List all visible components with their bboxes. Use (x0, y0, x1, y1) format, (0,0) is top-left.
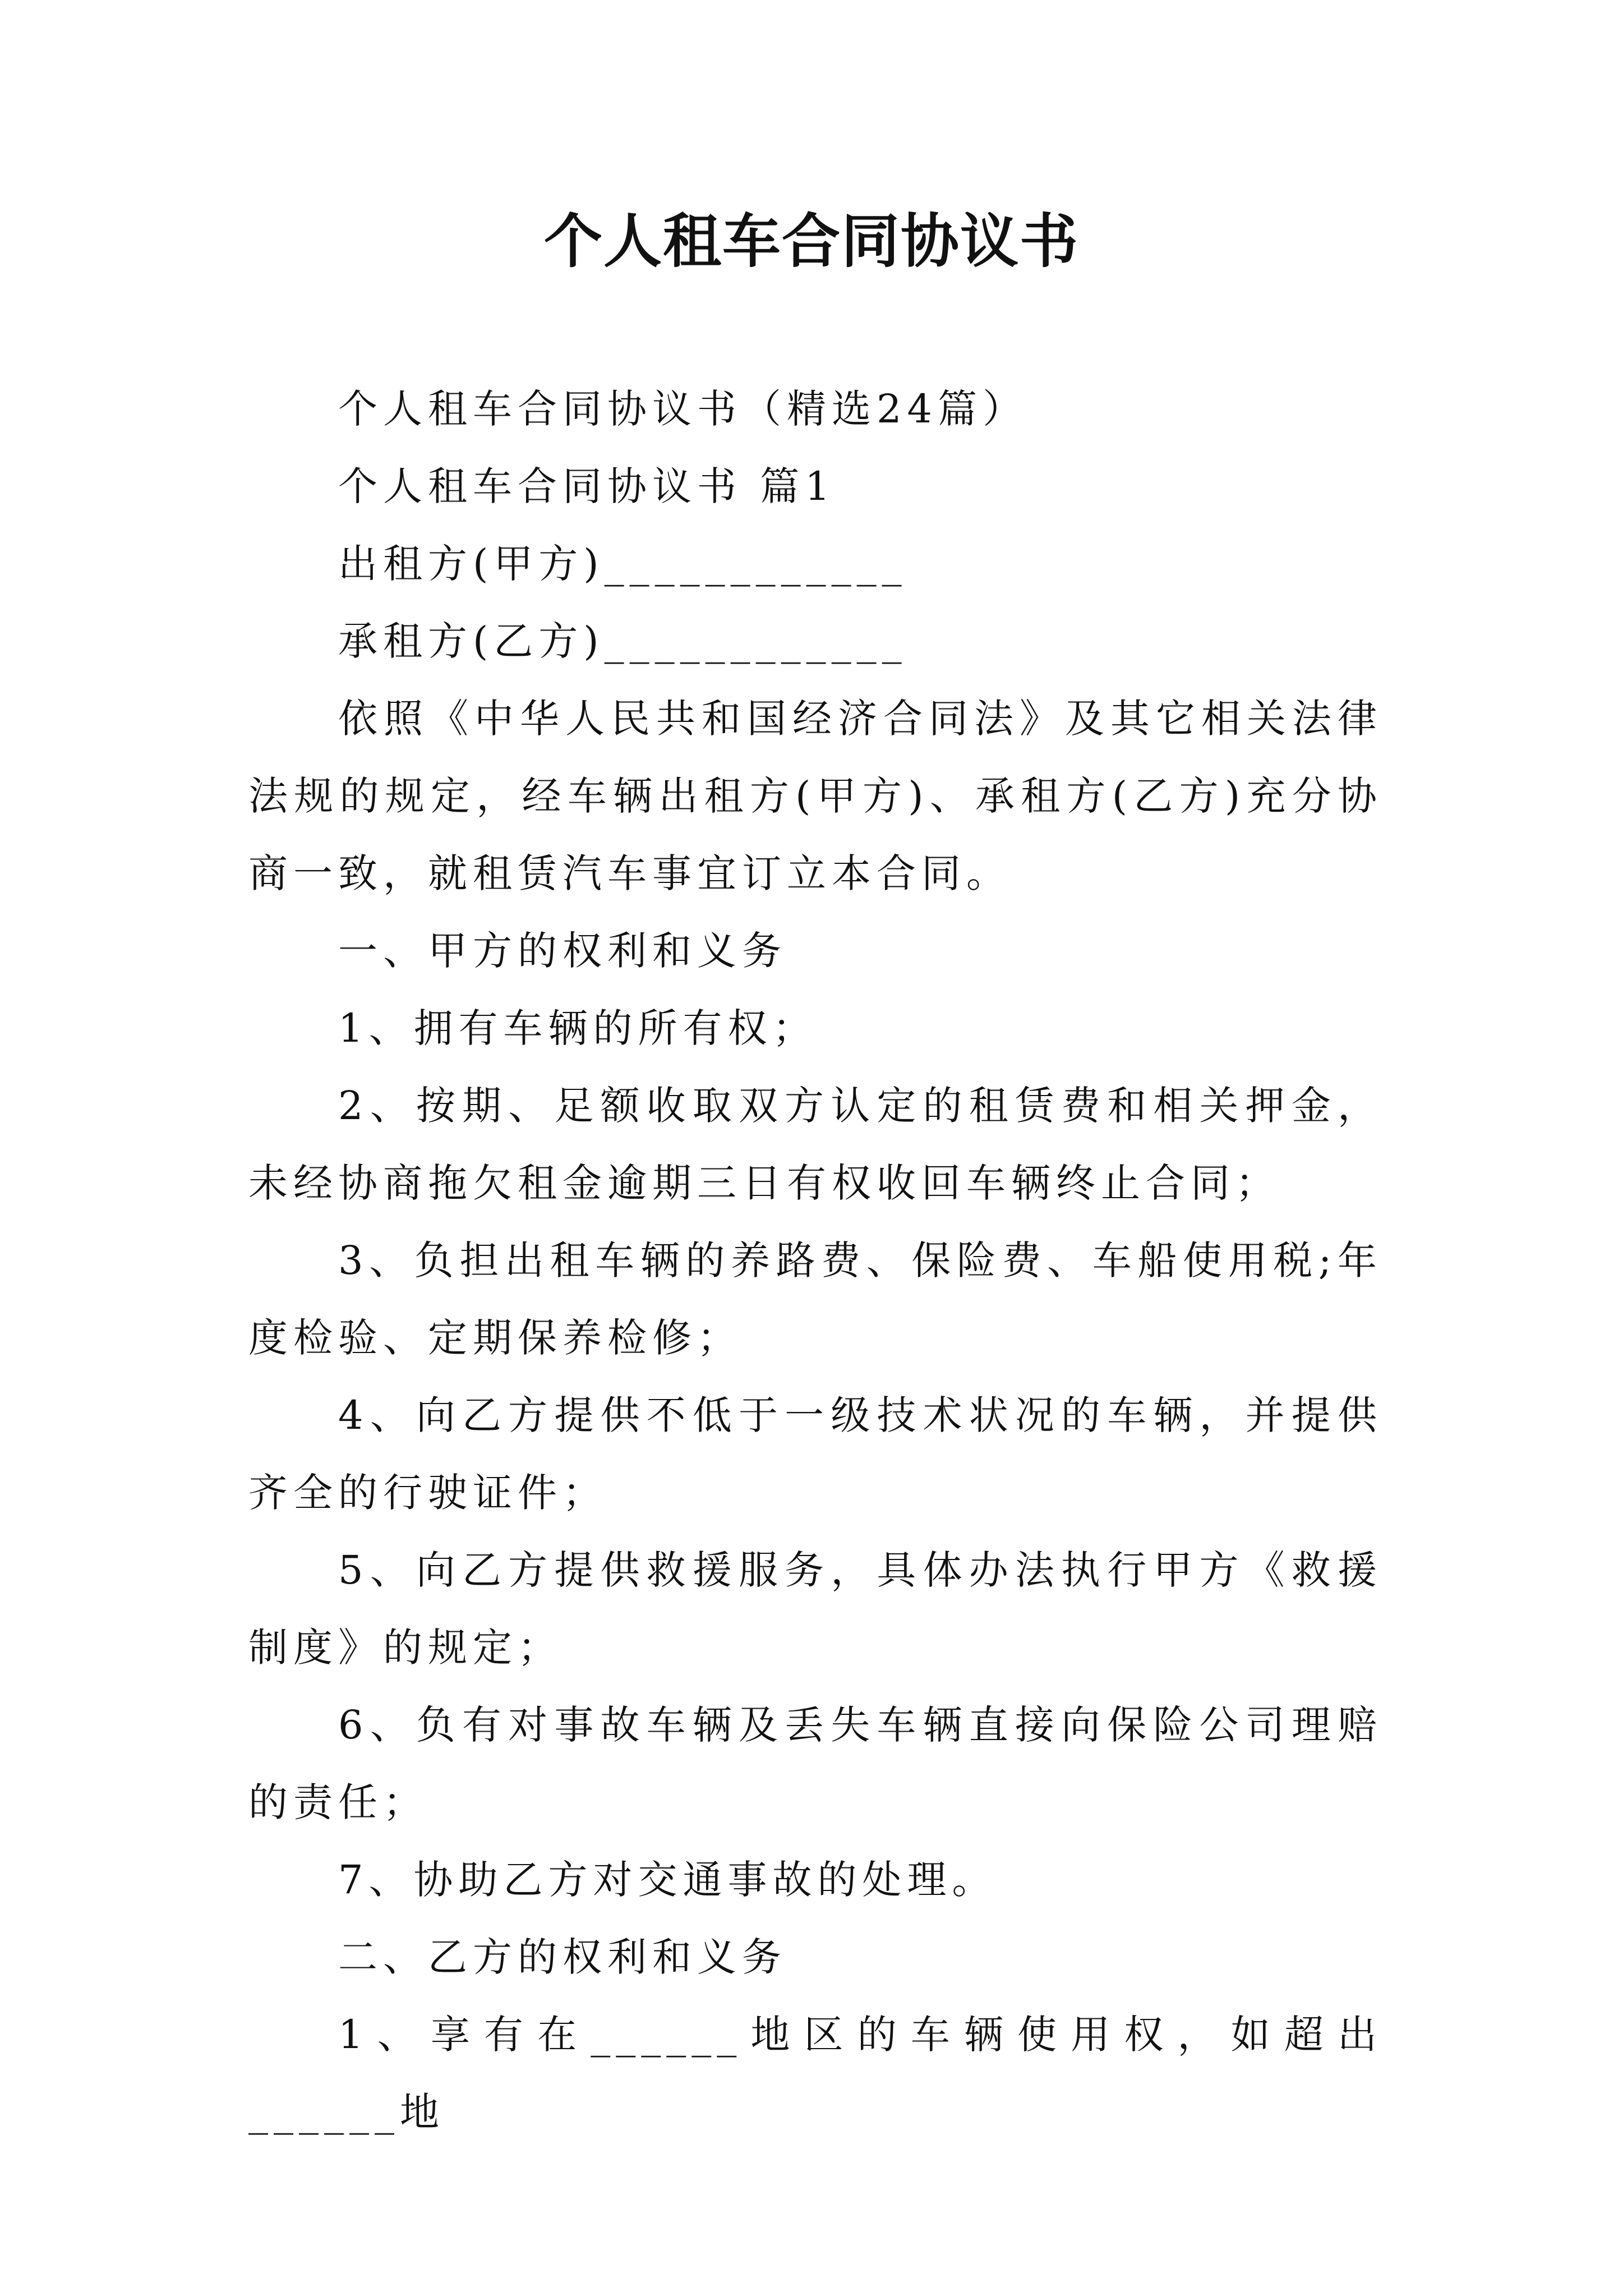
paragraph-clause-1-7: 7、协助乙方对交通事故的处理。 (338, 1857, 997, 1903)
paragraph-clause-2-1: 1、享有在______地区的车辆使用权，如超出______地 (248, 2012, 1382, 2135)
paragraph-clause-1-1: 1、拥有车辆的所有权； (338, 1005, 818, 1051)
paragraph-preamble: 依照《中华人民共和国经济合同法》及其它相关法律法规的规定，经车辆出租方(甲方)、承租方(乙方)充分协商一致，就租赁汽车事宜订立本合同。 (248, 696, 1382, 896)
paragraph-subtitle: 个人租车合同协议书（精选24篇） (338, 386, 1028, 432)
paragraph-lessee: 承租方(乙方)____________ (338, 618, 907, 664)
paragraph-section-heading: 个人租车合同协议书 篇1 (338, 463, 836, 509)
paragraph-clause-1-2: 2、按期、足额收取双方认定的租赁费和相关押金，未经协商拖欠租金逾期三日有权收回车辆终止合同； (248, 1083, 1382, 1206)
paragraph-clause-1-3: 3、负担出租车辆的养路费、保险费、车船使用税;年度检验、定期保养检修； (248, 1237, 1382, 1361)
paragraph-clause-heading-1: 一、甲方的权利和义务 (338, 928, 787, 974)
paragraph-clause-heading-2: 二、乙方的权利和义务 (338, 1934, 787, 1980)
paragraph-clause-1-4: 4、向乙方提供不低于一级技术状况的车辆，并提供齐全的行驶证件； (248, 1392, 1382, 1516)
document-body (248, 370, 1382, 2151)
paragraph-lessor: 出租方(甲方)____________ (338, 541, 907, 587)
paragraph-clause-1-6: 6、负有对事故车辆及丢失车辆直接向保险公司理赔的责任； (248, 1702, 1382, 1825)
document-title: 个人租车合同协议书 (543, 206, 1079, 275)
paragraph-clause-1-5: 5、向乙方提供救援服务，具体办法执行甲方《救援制度》的规定； (248, 1547, 1382, 1671)
